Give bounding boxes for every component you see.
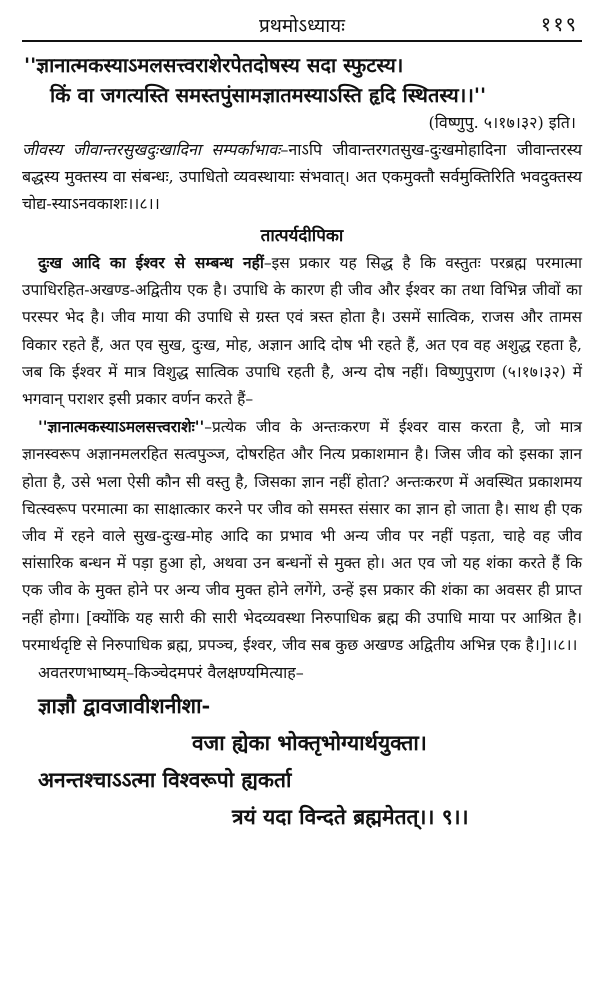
paragraph-2-heading: ''ज्ञानात्मकस्याऽमलसत्त्वराशेः'' [38, 417, 205, 437]
commentary-text: –नाऽपि जीवान्तरगतसुख-दुःखमोहादिना जीवान्तरस्य बद्धस्य मुक्तस्य वा संबन्धः, उपाधितो व्यवस्थायाः संभवात्। अत एकमुक्तौ सर्वमुक्तिरिति भवदुक्तस्य चोद्य-स्याऽनवकाशः।।८।। [22, 140, 582, 213]
quoted-verse-line-1: ''ज्ञानात्मकस्याऽमलसत्त्वराशेरपेतदोषस्य सदा स्फुटस्य। [24, 53, 404, 77]
hindi-paragraph-1 [22, 249, 582, 413]
sanskrit-commentary [22, 136, 582, 217]
mantra-line-3: अनन्तश्चाऽऽत्मा विश्वरूपो ह्यकर्ता [38, 767, 292, 793]
commentary-lead: जीवस्य जीवान्तरसुखदुःखादिना सम्पर्काभावः [22, 140, 281, 159]
page-number: ११९ [540, 12, 578, 36]
page-header [22, 6, 582, 42]
paragraph-1-text: –इस प्रकार यह सिद्ध है कि वस्तुतः परब्रह्म परमात्मा उपाधिरहित-अखण्ड-अद्वितीय एक है। उपाधि के कारण ही जीव और ईश्वर का तथा विभिन्न जीवों का परस्पर भेद है। जीव माया की उपाधि से ग्रस्त एवं त्रस्त होता है। उसमें सात्विक, राजस और तामस विकार रहते हैं, अत एव सुख, दुःख, मोह, अज्ञान आदि दोष भी रहते हैं, अत एव वह अशुद्ध रहता है, जब कि ईश्वर में मात्र विशुद्ध सात्विक उपाधि रहती है, अन्य दोष नहीं। विष्णुपुराण (५।१७।३२) में भगवान् पराशर इसी प्रकार वर्णन करते हैं– [22, 254, 582, 409]
mantra-line-2: वजा ह्येका भोक्तृभोग्यार्थयुक्ता। [192, 730, 427, 756]
paragraph-1-heading: दुःख आदि का ईश्वर से सम्बन्ध नहीं [38, 253, 264, 272]
avatarana-bhashya: अवतरणभाष्यम्–किञ्चेदमपरं वैलक्षण्यमित्याह– [38, 663, 304, 683]
mantra-line-4: त्रयं यदा विन्दते ब्रह्ममेतत्।। ९।। [232, 804, 469, 830]
verse-citation: (विष्णुपु. ५।१७।३२) इति। [428, 113, 576, 132]
quoted-verse-line-2: किं वा जगत्यस्ति समस्तपुंसामज्ञातमस्याऽस्ति हृदि स्थितस्य।।'' [50, 83, 487, 107]
mantra-line-1: ज्ञाज्ञौ द्वावजावीशनीशा- [38, 693, 211, 719]
hindi-paragraph-2 [22, 413, 582, 659]
chapter-title: प्रथमोऽध्यायः [258, 15, 346, 37]
paragraph-2-text: –प्रत्येक जीव के अन्तःकरण में ईश्वर वास करता है, जो मात्र ज्ञानस्वरूप अज्ञानमलरहित सत्वपुञ्ज, दोषरहित और नित्य प्रकाशमान है। जिस जीव को इसका ज्ञान होता है, उसे भला ऐसी कौन सी वस्तु है, जिसका ज्ञान नहीं होता? अन्तःकरण में अवस्थित प्रकाशमय चित्स्वरूप परमात्मा का साक्षात्कार करने पर जीव को समस्त संसार का ज्ञान हो जाता है। साथ ही एक जीव में रहने वाले सुख-दुःख-मोह आदि का प्रभाव भी अन्य जीव पर नहीं पड़ता, चाहे वह जीव सांसारिक बन्धन में पड़ा हुआ हो, अथवा उन बन्धनों से मुक्त हो। अत एव जो यह शंका करते हैं कि एक जीव के मुक्त होने पर अन्य जीव मुक्त होने लगेंगे, उन्हें इस प्रकार की शंका का अवसर ही प्राप्त नहीं होगा। [क्योंकि यह सारी की सारी भेदव्यवस्था निरुपाधिक ब्रह्म की उपाधि माया पर आश्रित है। परमार्थदृष्टि से निरुपाधिक ब्रह्म, प्रपञ्च, ईश्वर, जीव सब कुछ अखण्ड अद्वितीय अभिन्न एक है।]।।८।। [22, 418, 582, 654]
section-title: तात्पर्यदीपिका [260, 226, 344, 246]
